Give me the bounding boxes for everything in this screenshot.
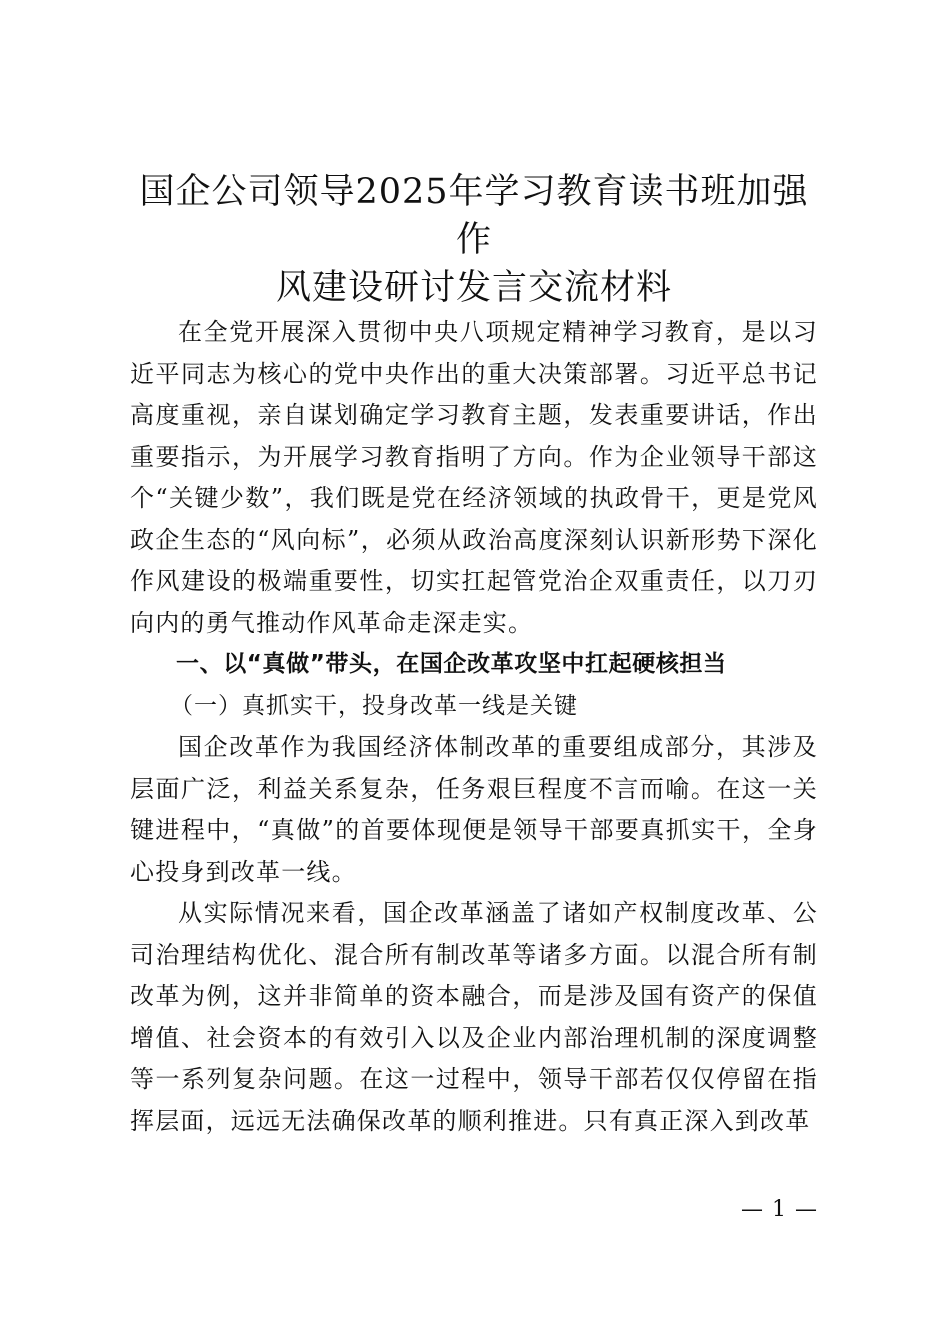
page-number: — 1 — xyxy=(741,1197,818,1222)
body-paragraph-2: 从实际情况来看，国企改革涵盖了诸如产权制度改革、公司治理结构优化、混合所有制改革等诸多方面。以混合所有制改革为例，这并非简单的资本融合，而是涉及国有资产的保值增值、社会资本的有效引入以及企业内部治理机制的深度调整等一系列复杂问题。在这一过程中，领导干部若仅仅停留在指挥层面，远远无法确保改革的顺利推进。只有真正深入到改革 xyxy=(130,899,818,1135)
body-paragraph-1: 国企改革作为我国经济体制改革的重要组成部分，其涉及层面广泛，利益关系复杂，任务艰巨程度不言而喻。在这一关键进程中，“真做”的首要体现便是领导干部要真抓实干，全身心投身到改革一线。 xyxy=(130,733,818,886)
section-heading-1: 一、以“真做”带头，在国企改革攻坚中扛起硬核担当 xyxy=(176,651,727,677)
title-line-2: 风建设研讨发言交流材料 xyxy=(275,268,672,308)
title-line-1: 国企公司领导2025年学习教育读书班加强作 xyxy=(139,172,809,260)
intro-paragraph: 在全党开展深入贯彻中央八项规定精神学习教育，是以习近平同志为核心的党中央作出的重大决策部署。习近平总书记高度重视，亲自谋划确定学习教育主题，发表重要讲话，作出重要指示，为开展学习教育指明了方向。作为企业领导干部这个“关键少数”，我们既是党在经济领域的执政骨干，更是党风政企生态的“风向标”，必须从政治高度深刻认识新形势下深化作风建设的极端重要性，切实扛起管党治企双重责任，以刀刃向内的勇气推动作风革命走深走实。 xyxy=(130,318,818,637)
document-body xyxy=(130,168,818,1142)
subsection-heading-1: （一）真抓实干，投身改革一线是关键 xyxy=(170,692,578,719)
document-title xyxy=(130,168,818,312)
